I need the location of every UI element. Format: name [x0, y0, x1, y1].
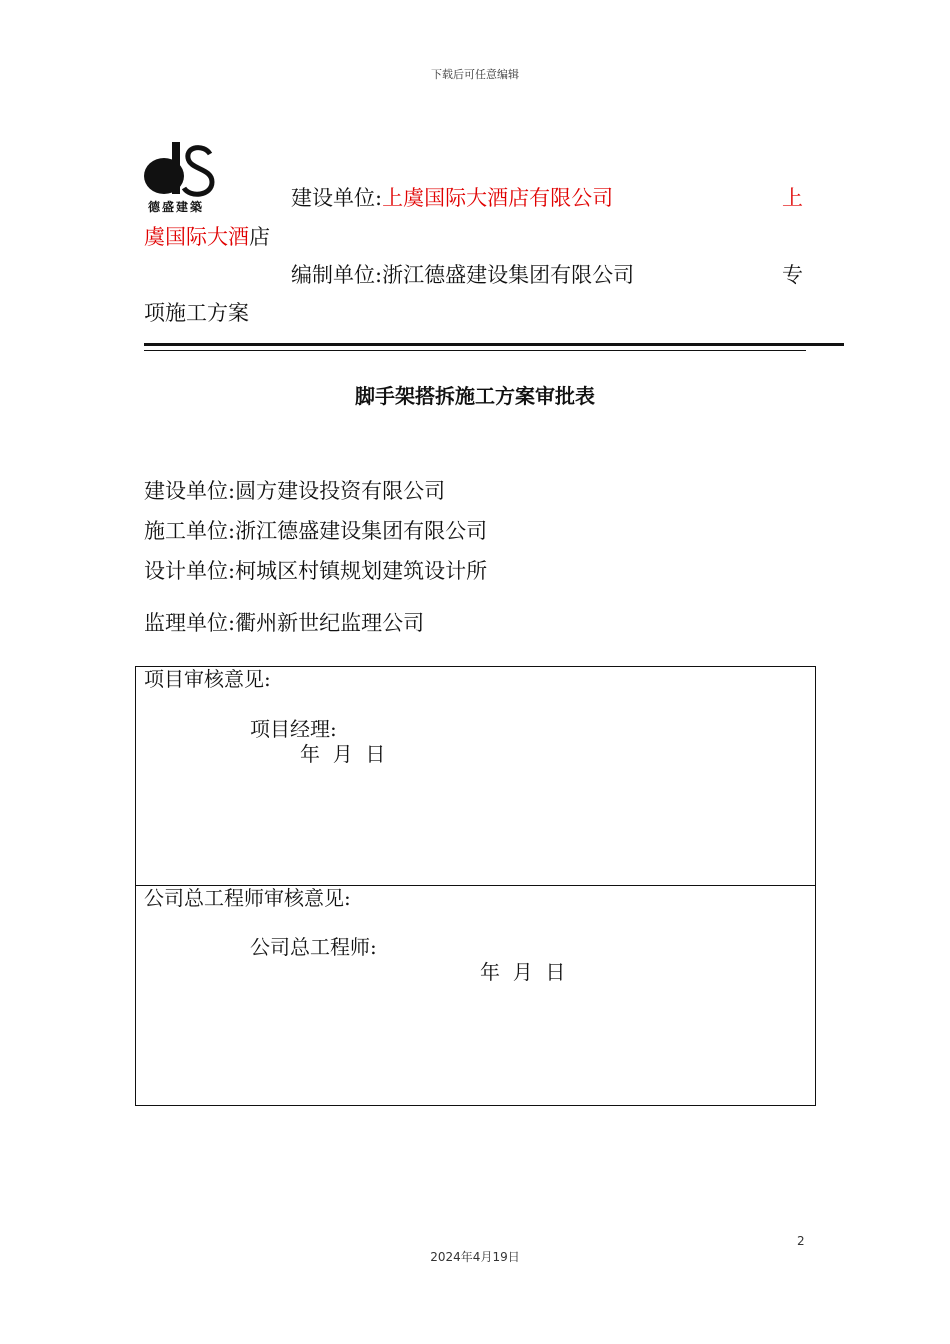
info-line-construction: 建设单位:圆方建设投资有限公司: [144, 479, 446, 503]
info-line-designer: 设计单位:柯城区村镇规划建筑设计所: [144, 559, 488, 583]
section1-signer: 项目经理:: [250, 717, 337, 741]
header-line1-label: 建设单位:: [291, 186, 383, 210]
section1-date: 年 月 日: [300, 742, 386, 766]
section1-title: 项目审核意见:: [144, 667, 271, 691]
section2-signer: 公司总工程师:: [250, 935, 377, 959]
company-logo: [142, 140, 218, 216]
logo-text: 德盛建築: [148, 200, 205, 214]
top-note: 下载后可任意编辑: [431, 68, 519, 81]
header-line1-right: 上: [782, 186, 803, 210]
header-rule-thin: [144, 350, 806, 351]
logo-ds-icon: [142, 140, 218, 200]
header-line3: 编制单位:浙江德盛建设集团有限公司: [291, 263, 635, 287]
header-line1: [291, 186, 613, 211]
section2-title: 公司总工程师审核意见:: [144, 886, 351, 910]
header-rule-thick: [144, 343, 844, 346]
section2-date: 年 月 日: [480, 960, 566, 984]
info-line-contractor: 施工单位:浙江德盛建设集团有限公司: [144, 519, 488, 543]
header-line1-value: 上虞国际大酒店有限公司: [382, 186, 614, 210]
page-number: 2: [797, 1234, 805, 1248]
info-line-supervisor: 监理单位:衢州新世纪监理公司: [144, 611, 425, 635]
header-line4: 项施工方案: [144, 301, 249, 325]
header-line2: [144, 225, 270, 250]
header-line2-red: 虞国际大酒: [144, 225, 249, 249]
footer-date: 2024年4月19日: [430, 1250, 520, 1264]
header-line2-black: 店: [249, 225, 270, 249]
document-title: 脚手架搭拆施工方案审批表: [355, 384, 595, 408]
header-line3-right: 专: [782, 263, 803, 287]
